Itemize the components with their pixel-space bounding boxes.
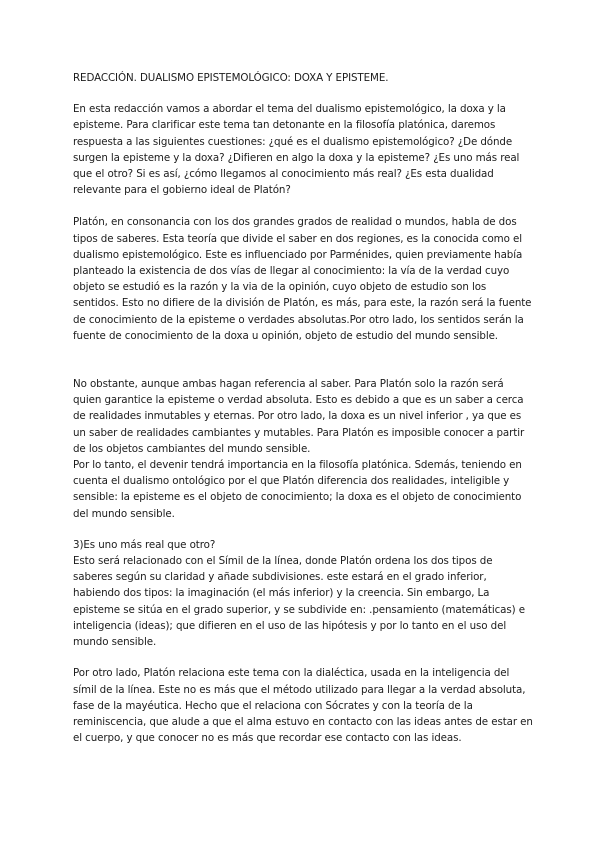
paragraph-dialectica: Por otro lado, Platón relaciona este tema con la dialéctica, usada en la inteligencia del símil de la línea. Este no es más que el método utilizado para llegar a la verdad absoluta, fase de la mayéutica. Hecho que el relaciona con Sócrates y con la teoría de la reminiscencia, que alude a que el alma estuvo en contacto con las ideas antes de estar en el cuerpo, y que conocer no es más que recordar ese contacto con las ideas.: [73, 667, 533, 745]
paragraph-dualism: Platón, en consonancia con los dos grandes grados de realidad o mundos, habla de dos tipos de saberes. Esta teoría que divide el saber en dos regiones, es la conocida como el dualismo epistemológico. Este es influenciado por Parménides, quien previamente había planteado la existencia de dos vías de llegar al conocimiento: la vía de la verdad cuyo objeto se estudió es la razón y la via de la opinión, cuyo objeto de estudio son los sentidos. Esto no difiere de la división de Platón, es más, para este, la razón será la fuente de conocimiento de la episteme o verdades absolutas.Por otro lado, los sentidos serán la fuente de conocimiento de la doxa u opinión, objeto de estudio del mundo sensible.: [73, 216, 532, 342]
paragraph-intro: En esta redacción vamos a abordar el tema del dualismo epistemológico, la doxa y la episteme. Para clarificar este tema tan detonante en la filosofía platónica, daremos respuesta a las siguientes cuestiones: ¿qué es el dualismo epistemológico? ¿De dónde surgen la episteme y la doxa? ¿Difieren en algo la doxa y la episteme? ¿Es uno más real que el otro? Si es así, ¿cómo llegamos al conocimiento más real? ¿Es esta dualidad relevante para el gobierno ideal de Platón?: [73, 103, 520, 197]
document-title: REDACCIÓN. DUALISMO EPISTEMOLÓGICO: DOXA Y EPISTEME.: [73, 72, 389, 84]
section-heading-question-3: 3)Es uno más real que otro?: [73, 538, 216, 551]
paragraph-devenir: Por lo tanto, el devenir tendrá importancia en la filosofía platónica. Sdemás, teniendo en cuenta el dualismo ontológico por el que Platón diferencia dos realidades, inteligible y sensible: la episteme es el objeto de conocimiento; la doxa es el objeto de conocimiento del mundo sensible.: [73, 459, 522, 520]
paragraph-simil-linea: Esto será relacionado con el Símil de la línea, donde Platón ordena los dos tipos de saberes según su claridad y añade subdivisiones. este estará en el grado inferior, habiendo dos tipos: la imaginación (el más inferior) y la creencia. Sin embargo, La episteme se sitúa en el grado superior, y se subdivide en: .pensamiento (matemáticas) e inteligencia (ideas); que difieren en el uso de las hipótesis y por lo tanto en el uso del mundo sensible.: [73, 555, 525, 649]
document-body: [73, 70, 533, 746]
paragraph-episteme-doxa: No obstante, aunque ambas hagan referencia al saber. Para Platón solo la razón será quien garantice la episteme o verdad absoluta. Esto es debido a que es un saber a cerca de realidades inmutables y eternas. Por otro lado, la doxa es un nivel inferior , ya que es un saber de realidades cambiantes y mutables. Para Platón es imposible conocer a partir de los objetos cambiantes del mundo sensible.: [73, 378, 525, 455]
